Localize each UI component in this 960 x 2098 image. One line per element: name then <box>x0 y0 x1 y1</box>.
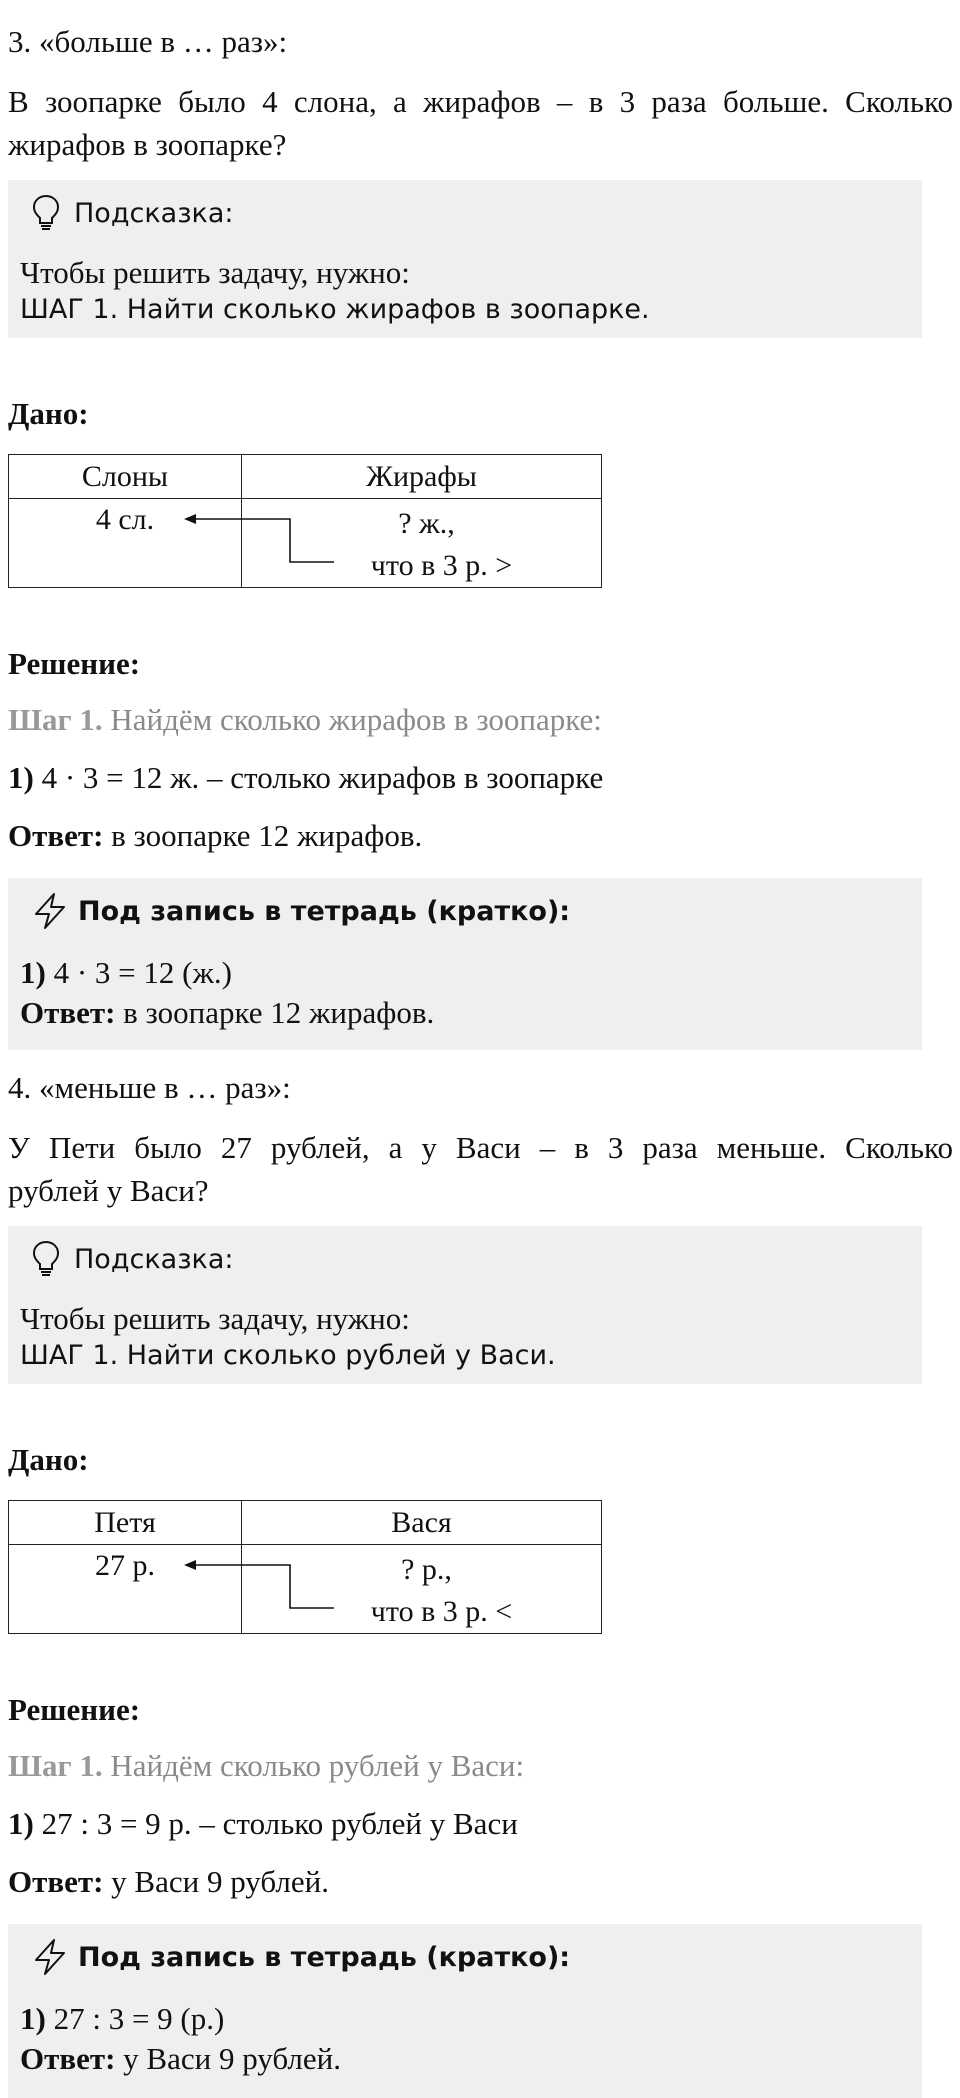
task4-notebook-title: Под запись в тетрадь (кратко): <box>78 1941 571 1973</box>
task3-hint-header <box>32 194 234 232</box>
task3-notebook-title: Под запись в тетрадь (кратко): <box>78 895 571 927</box>
task4-hint-box <box>8 1226 922 1384</box>
task4-col2-value1: ? р., <box>401 1553 452 1586</box>
task3-calc-num: 1) <box>8 760 34 795</box>
task4-hint-header <box>32 1240 234 1278</box>
task3-hint-step <box>20 294 650 325</box>
task3-col1-header: Слоны <box>9 455 242 499</box>
lightbulb-icon <box>32 1240 60 1278</box>
task4-notebook-box <box>8 1924 922 2098</box>
task4-hint-title: Подсказка: <box>74 1243 234 1275</box>
task4-answer-text: у Васи 9 рублей. <box>103 1864 329 1899</box>
task4-notebook-answer-label: Ответ: <box>20 2041 116 2076</box>
task3-col2-header: Жирафы <box>242 455 602 499</box>
task3-title: 3. «больше в … раз»: <box>8 24 288 59</box>
task3-calc <box>8 760 603 796</box>
task3-calc-text: 4 · 3 = 12 ж. – столько жирафов в зоопарке <box>33 760 604 795</box>
task3-relation-arrow <box>180 505 340 565</box>
task3-notebook-header <box>32 892 570 930</box>
task3-notebook-calc-text: 4 · 3 = 12 (ж.) <box>45 955 232 990</box>
task3-hint-step-text: Найти сколько жирафов в зоопарке. <box>118 294 650 325</box>
task3-notebook-calc <box>20 952 232 994</box>
task3-step-text: Найдём сколько жирафов в зоопарке: <box>102 702 602 737</box>
task4-given-label: Дано: <box>8 1442 89 1477</box>
task3-answer <box>8 818 422 854</box>
task4-col2-header: Вася <box>242 1501 602 1545</box>
task4-hint-line1: Чтобы решить задачу, нужно: <box>20 1301 410 1336</box>
task3-hint-line1: Чтобы решить задачу, нужно: <box>20 255 410 290</box>
task4-calc-num: 1) <box>8 1806 34 1841</box>
lightbulb-icon <box>32 194 60 232</box>
task3-notebook-answer <box>20 992 434 1034</box>
task3-step-label: Шаг 1. <box>8 702 103 737</box>
task3-hint-title: Подсказка: <box>74 197 234 229</box>
task4-answer <box>8 1864 329 1900</box>
task4-answer-label: Ответ: <box>8 1864 104 1899</box>
task4-solution-label: Решение: <box>8 1692 141 1727</box>
task4-col1-value: 27 р. <box>9 1545 242 1634</box>
task4-notebook-calc <box>20 1998 224 2040</box>
task3-notebook-answer-text: в зоопарке 12 жирафов. <box>115 995 435 1030</box>
task3-problem-line1: В зоопарке было 4 слона, а жирафов – в 3 раза больше. Сколько <box>8 84 953 119</box>
task4-notebook-answer <box>20 2038 341 2080</box>
task4-notebook-calc-num: 1) <box>20 2001 46 2036</box>
task3-col2-value1: ? ж., <box>398 507 455 540</box>
task4-notebook-header <box>32 1938 570 1976</box>
task4-col1-header: Петя <box>9 1501 242 1545</box>
task4-title: 4. «меньше в … раз»: <box>8 1070 291 1105</box>
task3-col1-value: 4 сл. <box>9 499 242 588</box>
lightning-icon <box>32 892 68 930</box>
task4-problem <box>8 1126 953 1212</box>
task4-problem-line2: рублей у Васи? <box>8 1173 209 1208</box>
task4-relation-arrow <box>180 1551 340 1611</box>
task4-hint-step-label: ШАГ 1. <box>20 1340 119 1371</box>
task3-hint-box <box>8 180 922 338</box>
task4-notebook-answer-text: у Васи 9 рублей. <box>115 2041 341 2076</box>
task4-step-label: Шаг 1. <box>8 1748 103 1783</box>
task3-problem-line2: жирафов в зоопарке? <box>8 127 287 162</box>
task4-step <box>8 1748 524 1784</box>
task3-answer-label: Ответ: <box>8 818 104 853</box>
task4-calc-text: 27 : 3 = 9 р. – столько рублей у Васи <box>33 1806 518 1841</box>
task3-notebook-answer-label: Ответ: <box>20 995 116 1030</box>
task3-col2-value2: что в 3 р. > <box>370 549 513 582</box>
task4-hint-step-text: Найти сколько рублей у Васи. <box>118 1340 556 1371</box>
task3-solution-label: Решение: <box>8 646 141 681</box>
lightning-icon <box>32 1938 68 1976</box>
task4-notebook-calc-text: 27 : 3 = 9 (р.) <box>45 2001 225 2036</box>
task4-col2-value2: что в 3 р. < <box>370 1595 513 1628</box>
task3-problem <box>8 80 953 166</box>
task4-hint-step <box>20 1340 556 1371</box>
task3-answer-text: в зоопарке 12 жирафов. <box>103 818 423 853</box>
task3-hint-step-label: ШАГ 1. <box>20 294 119 325</box>
task3-notebook-box <box>8 878 922 1050</box>
task3-given-label: Дано: <box>8 396 89 431</box>
task4-problem-line1: У Пети было 27 рублей, а у Васи – в 3 раза меньше. Сколько <box>8 1130 953 1165</box>
task3-step <box>8 702 602 738</box>
task3-notebook-calc-num: 1) <box>20 955 46 990</box>
task4-step-text: Найдём сколько рублей у Васи: <box>102 1748 525 1783</box>
task4-calc <box>8 1806 518 1842</box>
